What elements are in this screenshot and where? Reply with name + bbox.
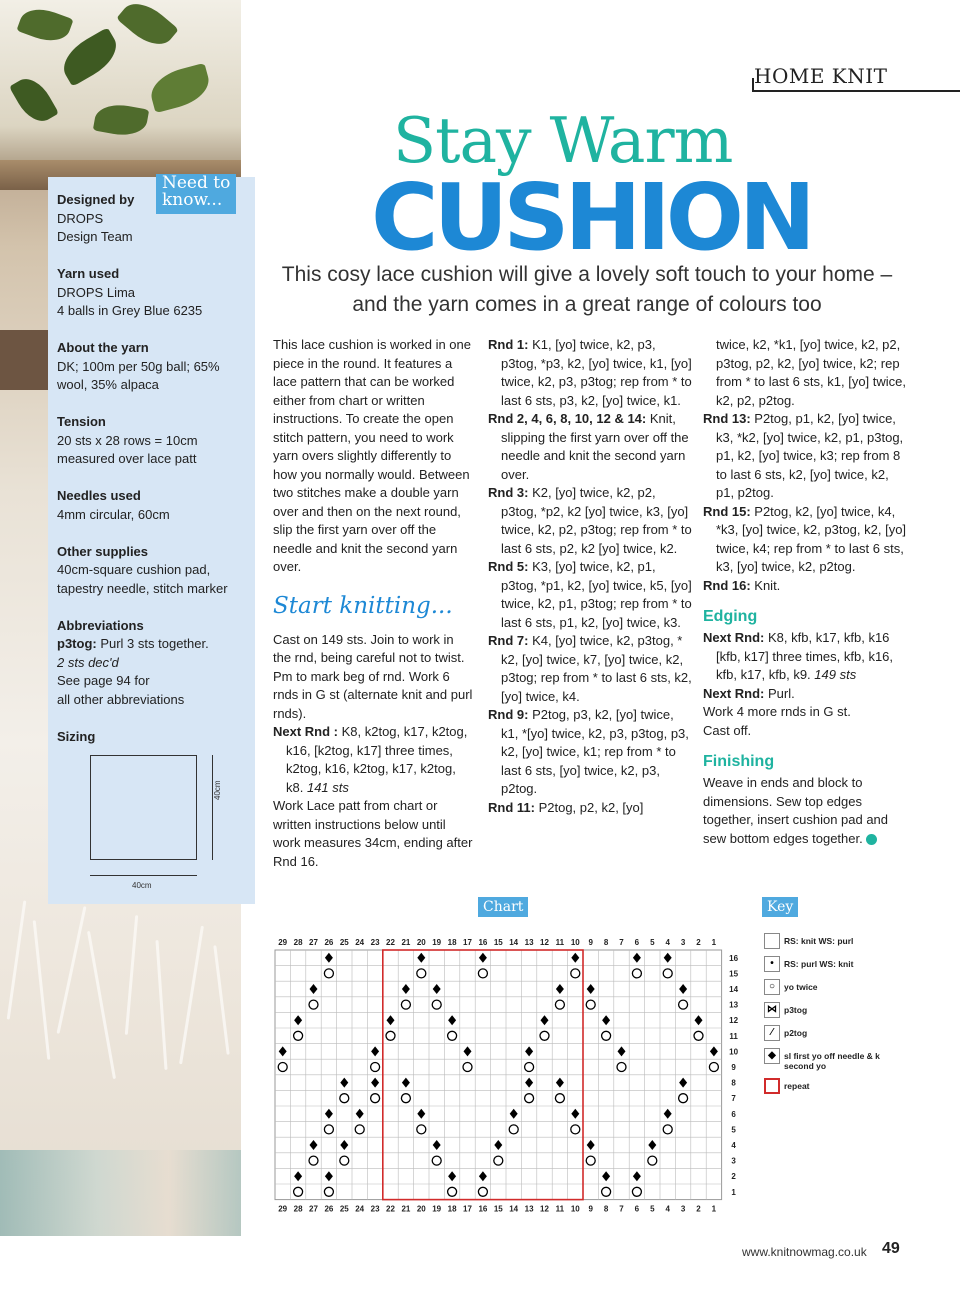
yarn-used bbox=[57, 265, 255, 321]
key-item-yo-twice bbox=[764, 978, 904, 1001]
instruction-label: Rnd 7: bbox=[488, 633, 529, 648]
height-dimension-line bbox=[212, 755, 213, 860]
chart-row-label: 9 bbox=[731, 1063, 736, 1072]
supplies-line: 40cm-square cushion pad, bbox=[57, 562, 211, 577]
sizing-diagram-square bbox=[90, 755, 197, 860]
key-label: p2tog bbox=[784, 1028, 808, 1038]
key-item-p3tog bbox=[764, 1001, 904, 1024]
abbreviation-definition: Purl 3 sts together. bbox=[96, 636, 209, 651]
instruction-text: P2tog, p2, k2, [yo] bbox=[534, 799, 644, 815]
chart-column-label: 13 bbox=[524, 938, 534, 947]
instruction-text: K4, [yo] twice, k2, p3tog, * k2, [yo] twice, k7, [yo] twice, k2, p3tog; rep from * to last 6 sts, k2, [yo] twice, k4. bbox=[501, 633, 692, 704]
round-9-instruction bbox=[488, 706, 693, 799]
edging-instruction-2 bbox=[703, 685, 908, 704]
instruction-label: Rnd 1: bbox=[488, 337, 529, 352]
chart-row-label: 3 bbox=[731, 1156, 736, 1166]
chart-column-label: 29 bbox=[278, 1204, 288, 1214]
finishing-text: Weave in ends and block to dimensions. Sew top edges together, insert cushion pad and sew bottom edges together. bbox=[703, 775, 889, 846]
finishing-heading: Finishing bbox=[703, 753, 775, 770]
needles-heading: Needles used bbox=[57, 488, 141, 503]
repeat-box-icon bbox=[764, 1078, 780, 1094]
key-label: sl first yo off needle & k second yo bbox=[784, 1051, 880, 1071]
chart-row-label: 6 bbox=[731, 1109, 736, 1119]
chart-column-label: 6 bbox=[634, 938, 640, 947]
key-tab-label: Key bbox=[762, 897, 798, 917]
designer-line: DROPS bbox=[57, 210, 104, 226]
abbreviation-term: p3tog: bbox=[57, 636, 97, 651]
about-the-yarn bbox=[57, 339, 255, 395]
instruction-text: P2tog, p3, k2, [yo] twice, k1, *[yo] twice, k2, p3, p3tog, p3, k2, [yo] twice, k1; rep from * to last 6 sts, [yo] twice, k2, p3, p2tog. bbox=[501, 707, 689, 796]
chart-column-label: 15 bbox=[493, 938, 503, 947]
chart-column-label: 28 bbox=[293, 938, 303, 947]
instruction-text: K8, kfb, k17, kfb, k16 [kfb, k17] three times, kfb, k16, kfb, k17, kfb, k9. bbox=[716, 630, 894, 682]
sizing-heading: Sizing bbox=[57, 728, 96, 744]
chart-row-label: 7 bbox=[731, 1094, 736, 1104]
stitch-count: 141 sts bbox=[306, 779, 349, 795]
abbreviation-p3tog bbox=[57, 635, 255, 654]
instruction-label: Rnd 13: bbox=[703, 411, 751, 426]
chart-column-label: 22 bbox=[386, 1204, 395, 1214]
chart-row-label: 10 bbox=[729, 1047, 739, 1057]
round-1-instruction bbox=[488, 336, 693, 410]
magazine-url: www.knitnowmag.co.uk bbox=[742, 1245, 867, 1259]
chart-column-label: 27 bbox=[309, 1204, 318, 1214]
body-column-1 bbox=[273, 336, 473, 871]
designed-by-heading: Designed by bbox=[57, 192, 135, 207]
even-rounds-instruction bbox=[488, 410, 693, 484]
chart-row-label: 14 bbox=[729, 985, 739, 994]
instruction-text: K8, k2tog, k17, k2tog, k16, [k2tog, k17] three times, k2tog, k16, k2tog, k17, k2tog, k8. bbox=[286, 724, 468, 795]
instruction-text: K3, [yo] twice, k2, p1, p3tog, *p1, k2, [yo] twice, k5, [yo] twice, k2, p1, p3tog; rep from * to last 6 sts, p1, k2, [yo] twice, k3. bbox=[501, 559, 692, 630]
chart-column-label: 2 bbox=[696, 1204, 701, 1214]
stitch-count: 149 sts bbox=[814, 667, 857, 682]
tension-heading: Tension bbox=[57, 414, 106, 429]
chart-column-label: 23 bbox=[370, 1204, 380, 1214]
designer-line: Design Team bbox=[57, 229, 133, 244]
purl-symbol-icon: • bbox=[764, 956, 780, 972]
yo-twice-symbol-icon: ○ bbox=[764, 979, 780, 995]
chart-column-label: 8 bbox=[603, 938, 609, 947]
abbreviation-line: all other abbreviations bbox=[57, 691, 185, 707]
chart-column-label: 28 bbox=[293, 1204, 303, 1214]
instruction-text: Purl. bbox=[764, 685, 795, 701]
about-yarn-line: wool, 35% alpaca bbox=[57, 377, 159, 392]
chart-column-label: 26 bbox=[324, 1204, 334, 1214]
chart-column-label: 17 bbox=[463, 938, 472, 947]
chart-column-label: 20 bbox=[416, 938, 426, 947]
chart-column-label: 11 bbox=[555, 1204, 565, 1214]
chart-row-label: 1 bbox=[731, 1187, 736, 1197]
chart-row-label: 8 bbox=[731, 1078, 736, 1088]
chart-column-label: 13 bbox=[524, 1204, 534, 1214]
chart-column-label: 5 bbox=[650, 938, 655, 947]
abbreviation-line: See page 94 for bbox=[57, 673, 150, 688]
needles-used bbox=[57, 487, 255, 524]
edging-instruction-3: Work 4 more rnds in G st. bbox=[703, 704, 851, 719]
instruction-text: Knit, slipping the first yarn over off the needle and knit the second yarn over. bbox=[501, 411, 689, 482]
p2tog-symbol-icon: ⁄ bbox=[764, 1025, 780, 1041]
abbreviations bbox=[57, 617, 255, 710]
chart-column-label: 1 bbox=[711, 1204, 717, 1214]
chart-column-label: 3 bbox=[680, 938, 686, 947]
cast-on-paragraph: Cast on 149 sts. Join to work in the rnd, being careful not to twist. Pm to mark beg of rnd. Work 6 rnds in G st (alternate knit and purl rnds). bbox=[273, 631, 473, 721]
chart-column-label: 19 bbox=[432, 1204, 442, 1214]
chart-column-label: 4 bbox=[665, 1204, 670, 1214]
height-dimension-label: 40cm bbox=[213, 780, 222, 800]
chart-column-label: 25 bbox=[339, 1204, 349, 1214]
chart-column-label: 16 bbox=[478, 938, 488, 947]
round-5-instruction bbox=[488, 558, 693, 632]
need-to-know-tag: Need to know... bbox=[156, 174, 236, 214]
round-15-instruction bbox=[703, 503, 908, 577]
instruction-label: Rnd 5: bbox=[488, 559, 529, 574]
edging-instruction-4: Cast off. bbox=[703, 722, 752, 738]
yarn-used-heading: Yarn used bbox=[57, 266, 120, 281]
sizing bbox=[57, 728, 255, 747]
tension-line: 20 sts x 28 rows = 10cm bbox=[57, 432, 198, 448]
key-item-purl bbox=[764, 955, 904, 978]
instruction-label: Rnd 9: bbox=[488, 707, 529, 722]
instruction-label: Next Rnd : bbox=[273, 724, 338, 739]
instruction-text: K1, [yo] twice, k2, p3, p3tog, *p3, k2, [yo] twice, k1, [yo] twice, k2, p3, p3tog; rep from * to last 6 sts, p3, k2, [yo] twice, k1. bbox=[501, 337, 692, 408]
round-3-instruction bbox=[488, 484, 693, 558]
round-7-instruction bbox=[488, 632, 693, 706]
standfirst: This cosy lace cushion will give a lovely soft touch to your home – and the yarn comes in a great range of colours too bbox=[281, 263, 893, 316]
instruction-label: Rnd 3: bbox=[488, 485, 529, 500]
abbreviation-note: 2 sts dec'd bbox=[57, 654, 119, 670]
chart-row-label: 16 bbox=[729, 953, 739, 963]
width-dimension-line bbox=[90, 875, 197, 876]
chart-column-label: 27 bbox=[309, 938, 318, 947]
chart-column-label: 23 bbox=[370, 938, 380, 947]
chart-column-label: 2 bbox=[696, 938, 701, 947]
chart-row-label: 11 bbox=[729, 1031, 738, 1041]
title-line-2: CUSHION bbox=[371, 164, 811, 271]
next-round-instruction bbox=[273, 723, 473, 797]
finishing-paragraph bbox=[703, 774, 908, 848]
about-yarn-heading: About the yarn bbox=[57, 340, 149, 355]
chart-column-label: 18 bbox=[447, 1204, 457, 1214]
instruction-label: Next Rnd: bbox=[703, 685, 765, 701]
width-dimension-label: 40cm bbox=[132, 881, 152, 890]
chart-column-label: 16 bbox=[478, 1204, 488, 1214]
chart-row-label: 2 bbox=[731, 1172, 736, 1182]
key-label: yo twice bbox=[784, 982, 818, 992]
chart-column-label: 7 bbox=[619, 938, 624, 947]
instruction-text: P2tog, k2, [yo] twice, k4, *k3, [yo] twice, k2, p3tog, k2, [yo] twice, k4; rep from * to last 6 sts, k3, [yo] twice, k2, p2tog. bbox=[716, 503, 907, 574]
chart-row-label: 12 bbox=[729, 1016, 739, 1026]
chart-row-label: 5 bbox=[731, 1125, 736, 1135]
chart-column-label: 14 bbox=[509, 938, 519, 947]
instruction-text: K2, [yo] twice, k2, p2, p3tog, *p2, k2 [yo] twice, k3, [yo] twice, k2, p2, p3tog; rep from * to last 6 sts, p2, k2 [yo] twice, k2. bbox=[501, 485, 692, 556]
chart-column-label: 26 bbox=[324, 938, 334, 947]
round-13-instruction bbox=[703, 410, 908, 503]
chart-column-label: 15 bbox=[493, 1204, 503, 1214]
instruction-label: Rnd 15: bbox=[703, 503, 751, 519]
key-item-knit bbox=[764, 932, 904, 955]
chart-column-label: 10 bbox=[570, 938, 580, 947]
chart-column-label: 22 bbox=[386, 938, 395, 947]
supplies-line: tapestry needle, stitch marker bbox=[57, 580, 228, 596]
chart-column-label: 10 bbox=[570, 1204, 580, 1214]
other-supplies bbox=[57, 543, 255, 599]
chart-column-label: 8 bbox=[603, 1204, 609, 1214]
chart-row-label: 4 bbox=[731, 1141, 736, 1150]
instruction-label: Rnd 2, 4, 6, 8, 10, 12 & 14: bbox=[488, 411, 647, 426]
about-yarn-line: DK; 100m per 50g ball; 65% bbox=[57, 358, 220, 374]
yarn-line: DROPS Lima bbox=[57, 284, 136, 300]
key-label: repeat bbox=[784, 1081, 810, 1091]
lace-paragraph: Work Lace patt from chart or written instructions below until work measures 34cm, ending after Rnd 16. bbox=[273, 798, 473, 869]
instruction-text: P2tog, p1, k2, [yo] twice, k3, *k2, [yo] twice, k2, p1, p3tog, p1, k2, [yo] twice, k3; rep from 8 to last 6 sts, k2, [yo] twice, k2, p1, p2tog. bbox=[716, 411, 904, 500]
edging-instruction-1 bbox=[703, 629, 908, 685]
chart-column-label: 9 bbox=[588, 938, 593, 947]
knit-symbol-icon bbox=[764, 933, 780, 949]
page-number: 49 bbox=[882, 1240, 900, 1257]
chart-row-label: 15 bbox=[729, 969, 739, 979]
edging-heading: Edging bbox=[703, 608, 758, 625]
intro-paragraph: This lace cushion is worked in one piece in the round. It features a lace pattern that can be worked either from chart or written instructions. To create the open stitch pattern, you need to work yarn overs slightly differently to how you normally would. Between two stitches make a double yarn over and then on the next round, slip the first yarn over off the needle and knit the second yarn over. bbox=[273, 337, 471, 574]
chart-column-label: 29 bbox=[278, 938, 288, 947]
chart-column-label: 19 bbox=[432, 938, 442, 947]
tension-line: measured over lace patt bbox=[57, 451, 197, 466]
chart-column-label: 1 bbox=[711, 938, 717, 947]
instruction-label: Next Rnd: bbox=[703, 630, 765, 645]
chart-column-label: 5 bbox=[650, 1204, 655, 1214]
chart-column-label: 20 bbox=[416, 1204, 426, 1214]
chart-column-label: 17 bbox=[463, 1204, 472, 1214]
supplies-heading: Other supplies bbox=[57, 543, 149, 559]
chart-column-label: 9 bbox=[588, 1204, 593, 1214]
instruction-label: Rnd 11: bbox=[488, 799, 535, 815]
chart-row-label: 13 bbox=[729, 1000, 739, 1010]
abbreviations-heading: Abbreviations bbox=[57, 617, 144, 633]
chart-tab-label: Chart bbox=[478, 897, 528, 917]
section-label: HOME KNIT bbox=[754, 64, 888, 88]
round-16-instruction bbox=[703, 577, 908, 596]
end-mark-icon bbox=[866, 834, 877, 845]
chart-column-label: 4 bbox=[665, 938, 670, 947]
chart-column-label: 11 bbox=[555, 938, 565, 947]
round-11-continued: twice, k2, *k1, [yo] twice, k2, p2, p3tog, p2, k2, [yo] twice, k2; rep from * to last 6 sts, k1, [yo] twice, k2, p2, p2tog. bbox=[716, 337, 907, 408]
slip-yo-symbol-icon: ◆ bbox=[764, 1048, 780, 1064]
key-item-slip-yo bbox=[764, 1047, 904, 1077]
needles-line: 4mm circular, 60cm bbox=[57, 506, 170, 522]
chart-column-label: 24 bbox=[355, 1204, 365, 1214]
chart-column-label: 3 bbox=[680, 1204, 686, 1214]
chart-column-label: 7 bbox=[619, 1204, 624, 1214]
chart-column-label: 12 bbox=[540, 1204, 549, 1214]
start-knitting-heading: Start knitting... bbox=[273, 592, 453, 619]
chart-key bbox=[764, 932, 904, 1100]
round-11-instruction bbox=[488, 799, 693, 818]
chart-column-label: 24 bbox=[355, 938, 365, 947]
key-item-p2tog bbox=[764, 1024, 904, 1047]
chart-column-label: 6 bbox=[634, 1204, 640, 1214]
lace-chart bbox=[270, 930, 755, 1225]
instruction-text: Knit. bbox=[750, 577, 781, 593]
key-item-repeat bbox=[764, 1077, 904, 1100]
instruction-label: Rnd 16: bbox=[703, 577, 751, 593]
tension bbox=[57, 413, 255, 469]
key-label: RS: knit WS: purl bbox=[784, 936, 854, 946]
chart-column-label: 21 bbox=[401, 938, 411, 947]
chart-column-label: 21 bbox=[401, 1204, 411, 1214]
chart-column-label: 18 bbox=[447, 938, 457, 947]
body-column-2 bbox=[488, 336, 693, 817]
chart-column-label: 12 bbox=[540, 938, 549, 947]
key-label: p3tog bbox=[784, 1005, 808, 1015]
key-label: RS: purl WS: knit bbox=[784, 959, 854, 969]
chart-column-label: 14 bbox=[509, 1204, 519, 1214]
body-column-3 bbox=[703, 336, 908, 848]
section-rule bbox=[752, 90, 960, 92]
title-line-1: Stay Warm bbox=[393, 104, 733, 177]
p3tog-symbol-icon: ⋈ bbox=[764, 1002, 780, 1018]
chart-column-label: 25 bbox=[339, 938, 349, 947]
yarn-line: 4 balls in Grey Blue 6235 bbox=[57, 303, 203, 318]
